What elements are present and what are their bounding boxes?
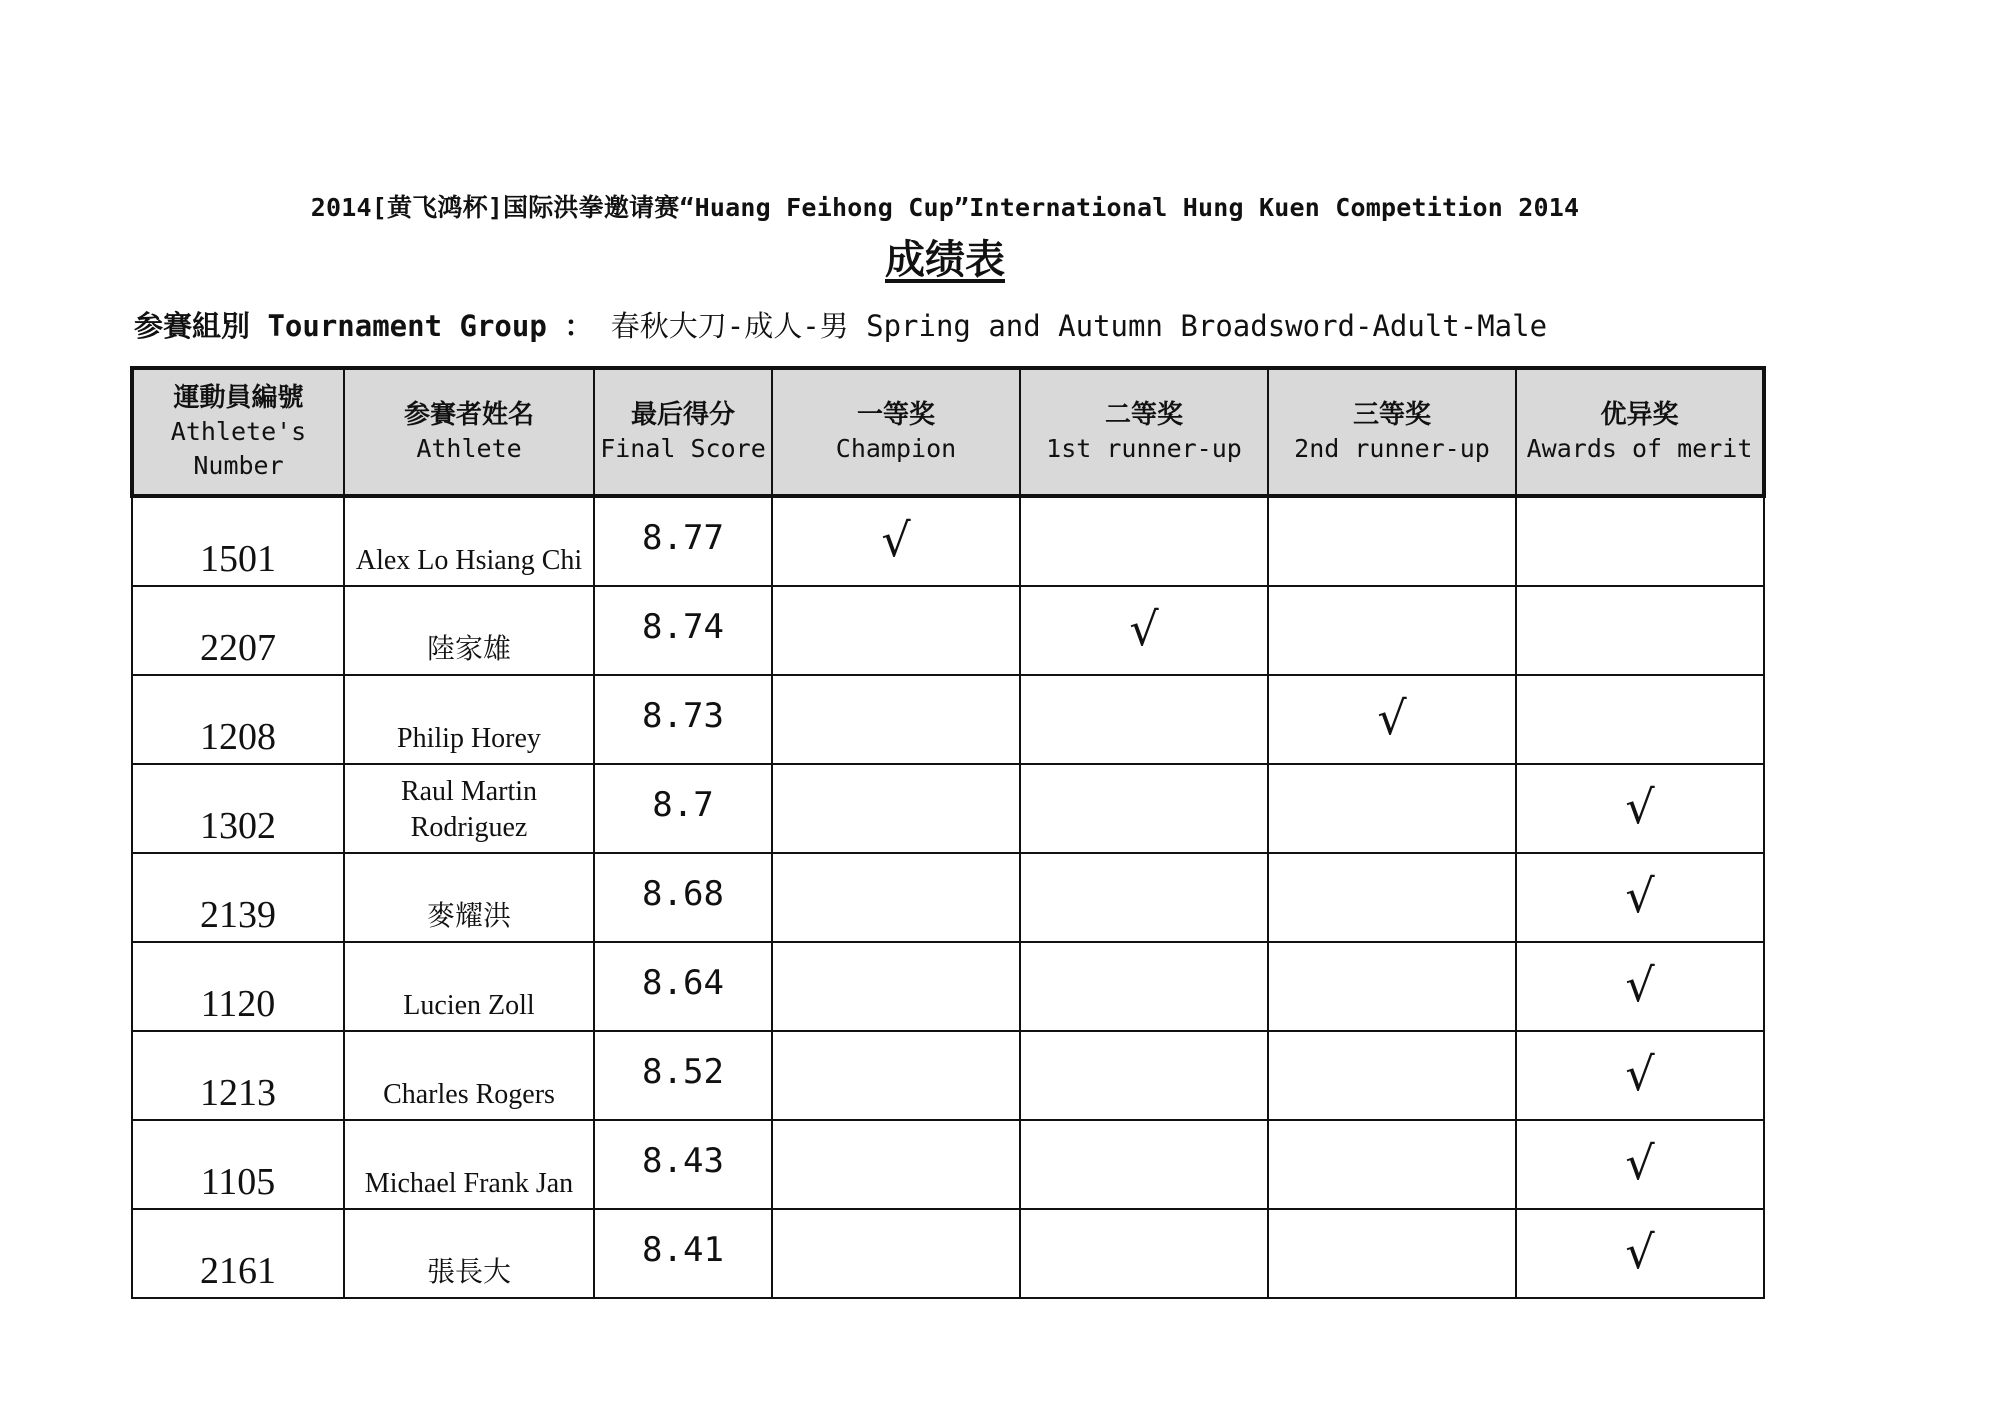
athlete-name: Charles Rogers	[344, 1031, 594, 1120]
header-2nd-runner-up	[1268, 368, 1516, 496]
table-header-row	[132, 368, 1764, 496]
table-row	[132, 496, 1764, 586]
1st-runner-up-mark: √	[1020, 586, 1268, 675]
athlete-name: Lucien Zoll	[344, 942, 594, 1031]
champion-mark	[772, 853, 1020, 942]
table-row	[132, 1031, 1764, 1120]
header-label-zh: 三等奖	[1352, 400, 1431, 430]
merit-mark: √	[1516, 764, 1764, 853]
header-label-en: Awards of merit	[1526, 434, 1753, 463]
final-score: 8.77	[594, 496, 772, 586]
tournament-group-line	[134, 304, 1547, 345]
final-score: 8.41	[594, 1209, 772, 1298]
document-subtitle: 成绩表	[885, 237, 1005, 283]
2nd-runner-up-mark: √	[1268, 675, 1516, 764]
merit-mark: √	[1516, 1031, 1764, 1120]
athlete-number: 1105	[132, 1120, 344, 1209]
athlete-number: 1208	[132, 675, 344, 764]
athlete-name: Michael Frank Jan	[344, 1120, 594, 1209]
athlete-number: 1302	[132, 764, 344, 853]
header-label-zh: 最后得分	[630, 400, 735, 430]
header-final-score	[594, 368, 772, 496]
champion-mark	[772, 675, 1020, 764]
1st-runner-up-mark	[1020, 496, 1268, 586]
merit-mark: √	[1516, 1120, 1764, 1209]
merit-mark	[1516, 496, 1764, 586]
header-champion	[772, 368, 1020, 496]
champion-mark	[772, 764, 1020, 853]
merit-mark: √	[1516, 853, 1764, 942]
header-label-en: 2nd runner-up	[1294, 434, 1490, 463]
document-title: 2014[黄飞鸿杯]国际洪拳邀请赛“Huang Feihong Cup”International Hung Kuen Competition 2014	[310, 193, 1580, 222]
header-label-en: Champion	[835, 434, 957, 463]
header-awards-of-merit	[1516, 368, 1764, 496]
header-athlete	[344, 368, 594, 496]
header-label-zh: 参賽者姓名	[403, 400, 534, 430]
header-1st-runner-up	[1020, 368, 1268, 496]
header-athlete-number	[132, 368, 344, 496]
table-row	[132, 586, 1764, 675]
final-score: 8.73	[594, 675, 772, 764]
header-label-en: Final Score	[600, 434, 766, 463]
champion-mark: √	[772, 496, 1020, 586]
1st-runner-up-mark	[1020, 764, 1268, 853]
athlete-number: 1120	[132, 942, 344, 1031]
champion-mark	[772, 1120, 1020, 1209]
results-table	[130, 366, 1766, 1299]
final-score: 8.68	[594, 853, 772, 942]
table-row	[132, 675, 1764, 764]
athlete-name: Philip Horey	[344, 675, 594, 764]
2nd-runner-up-mark	[1268, 853, 1516, 942]
athlete-name: 麥耀洪	[344, 853, 594, 942]
1st-runner-up-mark	[1020, 1120, 1268, 1209]
2nd-runner-up-mark	[1268, 942, 1516, 1031]
athlete-number: 2139	[132, 853, 344, 942]
header-label-zh: 二等奖	[1104, 400, 1183, 430]
merit-mark	[1516, 675, 1764, 764]
table-row	[132, 1120, 1764, 1209]
champion-mark	[772, 1209, 1020, 1298]
tournament-group-value: 春秋大刀-成人-男 Spring and Autumn Broadsword-Adult-Male	[610, 309, 1548, 343]
athlete-name: 張長大	[344, 1209, 594, 1298]
champion-mark	[772, 586, 1020, 675]
merit-mark: √	[1516, 1209, 1764, 1298]
table-row	[132, 764, 1764, 853]
1st-runner-up-mark	[1020, 942, 1268, 1031]
2nd-runner-up-mark	[1268, 496, 1516, 586]
merit-mark: √	[1516, 942, 1764, 1031]
2nd-runner-up-mark	[1268, 586, 1516, 675]
2nd-runner-up-mark	[1268, 1209, 1516, 1298]
final-score: 8.64	[594, 942, 772, 1031]
1st-runner-up-mark	[1020, 853, 1268, 942]
header-label-en: Athlete's Number	[170, 417, 307, 480]
athlete-number: 2161	[132, 1209, 344, 1298]
athlete-name: 陸家雄	[344, 586, 594, 675]
champion-mark	[772, 1031, 1020, 1120]
table-row	[132, 942, 1764, 1031]
athlete-number: 1501	[132, 496, 344, 586]
athlete-number: 1213	[132, 1031, 344, 1120]
merit-mark	[1516, 586, 1764, 675]
final-score: 8.7	[594, 764, 772, 853]
1st-runner-up-mark	[1020, 675, 1268, 764]
1st-runner-up-mark	[1020, 1209, 1268, 1298]
1st-runner-up-mark	[1020, 1031, 1268, 1120]
final-score: 8.43	[594, 1120, 772, 1209]
athlete-name: Alex Lo Hsiang Chi	[344, 496, 594, 586]
final-score: 8.52	[594, 1031, 772, 1120]
header-label-zh: 一等奖	[856, 400, 935, 430]
final-score: 8.74	[594, 586, 772, 675]
table-row	[132, 1209, 1764, 1298]
table-row	[132, 853, 1764, 942]
header-label-zh: 運動員編號	[173, 383, 304, 413]
2nd-runner-up-mark	[1268, 1120, 1516, 1209]
2nd-runner-up-mark	[1268, 764, 1516, 853]
header-label-en: 1st runner-up	[1046, 434, 1242, 463]
champion-mark	[772, 942, 1020, 1031]
2nd-runner-up-mark	[1268, 1031, 1516, 1120]
tournament-group-label: 参賽組別 Tournament Group ：	[134, 309, 594, 343]
header-label-en: Athlete	[416, 434, 522, 463]
athlete-name: Raul Martin Rodriguez	[344, 764, 594, 853]
header-label-zh: 优异奖	[1600, 400, 1679, 430]
athlete-number: 2207	[132, 586, 344, 675]
